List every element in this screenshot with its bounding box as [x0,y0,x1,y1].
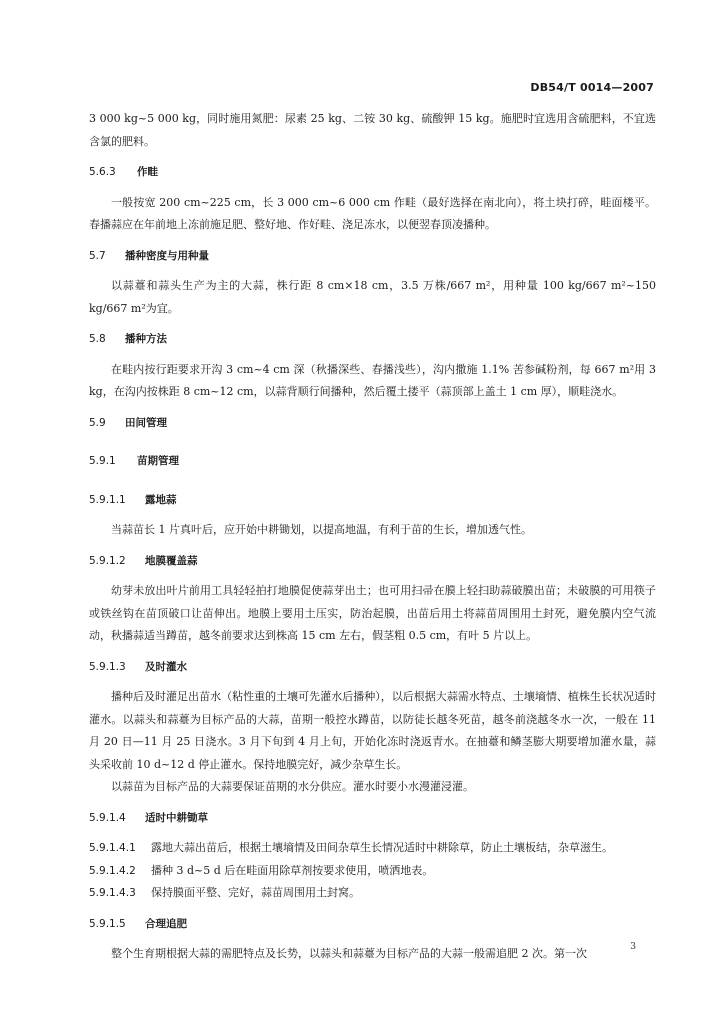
paragraph: 幼芽未放出叶片前用工具轻轻拍打地膜促使蒜芽出土；也可用扫帚在膜上轻扫助蒜破膜出苗；未破膜的可用筷子或铁丝钩在苗顶破口让苗伸出。地膜上要用土压实，防治起膜，出苗后用土将蒜苗周围用土封死，避免膜内空气流动，秋播蒜适当蹲苗，越冬前要求达到株高 15 cm 左右，假茎粗 0.5 cm，有叶 5 片以上。 [89,584,656,642]
section-heading [89,450,656,473]
section-title: 适时中耕锄草 [145,811,208,824]
clause-number: 5.9.1.4.3 [89,887,136,899]
section-heading [89,656,656,679]
section-heading [89,412,656,435]
page-number: 3 [630,942,636,952]
section-number: 5.7 [89,249,106,262]
section-title: 播种方法 [125,333,167,345]
section-number: 5.8 [89,333,106,345]
section-heading [89,245,656,268]
standard-code: DB54/T 0014—2007 [530,81,654,94]
numbered-clause [89,837,656,860]
section-heading [89,328,656,351]
section-heading [89,161,656,184]
section-heading [89,550,656,573]
section-title: 播种密度与用种量 [125,249,209,262]
section-title: 苗期管理 [137,455,179,467]
section-title: 田间管理 [125,416,167,429]
section-title: 露地蒜 [145,493,177,506]
paragraph: 以蒜苗为目标产品的大蒜要保证苗期的水分供应。灌水时要小水漫灌浸灌。 [111,780,474,793]
paragraph: 以蒜薹和蒜头生产为主的大蒜，株行距 8 cm×18 cm，3.5 万株/667 m²，用种量 100 kg/667 m²~150 kg/667 m²为宜。 [89,279,656,315]
paragraph: 在畦内按行距要求开沟 3 cm~4 cm 深（秋播深些、春播浅些），沟内撒施 1.1% 苦参碱粉剂，每 667 m²用 3 kg，在沟内按株距 8 cm~12 cm，以蒜背顺行间播种，然后覆土搂平（蒜顶部上盖土 1 cm 厚），顺畦浇水。 [89,362,656,398]
section-number: 5.9.1.5 [89,917,126,930]
paragraph: 3 000 kg~5 000 kg，同时施用氮肥：尿素 25 kg、二铵 30 kg、硫酸钾 15 kg。施肥时宜选用含硫肥料，不宜选含氯的肥料。 [89,112,656,148]
section-number: 5.6.3 [89,166,116,178]
section-number: 5.9.1.2 [89,554,126,567]
paragraph: 播种后及时灌足出苗水（粘性重的土壤可先灌水后播种），以后根据大蒜需水特点、土壤墒情、植株生长状况适时灌水。以蒜头和蒜薹为目标产品的大蒜，苗期一般控水蹲苗，以防徒长越冬死苗，越冬前浇越冬水一次，一般在 11 月 20 日—11 月 25 日浇水。3 月下旬到 4 月上旬，开始化冻时浇返青水。在抽薹和鳞茎膨大期要增加灌水量，蒜头采收前 10 d~12 d 停止灌水。保持地膜完好，减少杂草生长。 [89,690,656,771]
paragraph: 当蒜苗长 1 片真叶后，应开始中耕锄划，以提高地温，有利于苗的生长，增加透气性。 [111,523,532,536]
clause-text: 露地大蒜出苗后，根据土壤墒情及田间杂草生长情况适时中耕除草，防止土壤板结，杂草滋生。 [151,841,613,854]
clause-text: 播种 3 d~5 d 后在畦面用除草剂按要求使用，喷洒地表。 [151,863,434,877]
section-number: 5.9.1.1 [89,493,126,506]
clause-text: 保持膜面平整、完好，蒜苗周围用土封窝。 [151,886,360,899]
paragraph: 整个生育期根据大蒜的需肥特点及长势，以蒜头和蒜薹为目标产品的大蒜一般需追肥 2 次。第一次 [111,947,587,960]
document-body [89,108,656,966]
paragraph: 一般按宽 200 cm~225 cm，长 3 000 cm~6 000 cm 作畦（最好选择在南北向），将土块打碎，畦面楼平。春播蒜应在年前地上冻前施足肥、整好地、作好畦、浇足冻水，以便翌春顶凌播种。 [89,195,656,231]
section-heading [89,807,656,830]
section-title: 作畦 [137,166,158,178]
section-number: 5.9.1.4 [89,811,126,824]
section-number: 5.9.1 [89,455,116,467]
clause-number: 5.9.1.4.2 [89,864,136,877]
clause-number: 5.9.1.4.1 [89,842,136,854]
section-heading [89,913,656,936]
section-heading [89,489,656,512]
section-title: 地膜覆盖蒜 [145,554,198,567]
section-title: 及时灌水 [145,660,187,673]
section-number: 5.9 [89,416,106,429]
numbered-clause [89,882,656,905]
section-number: 5.9.1.3 [89,660,126,673]
numbered-clause [89,860,656,883]
section-title: 合理追肥 [145,917,187,930]
